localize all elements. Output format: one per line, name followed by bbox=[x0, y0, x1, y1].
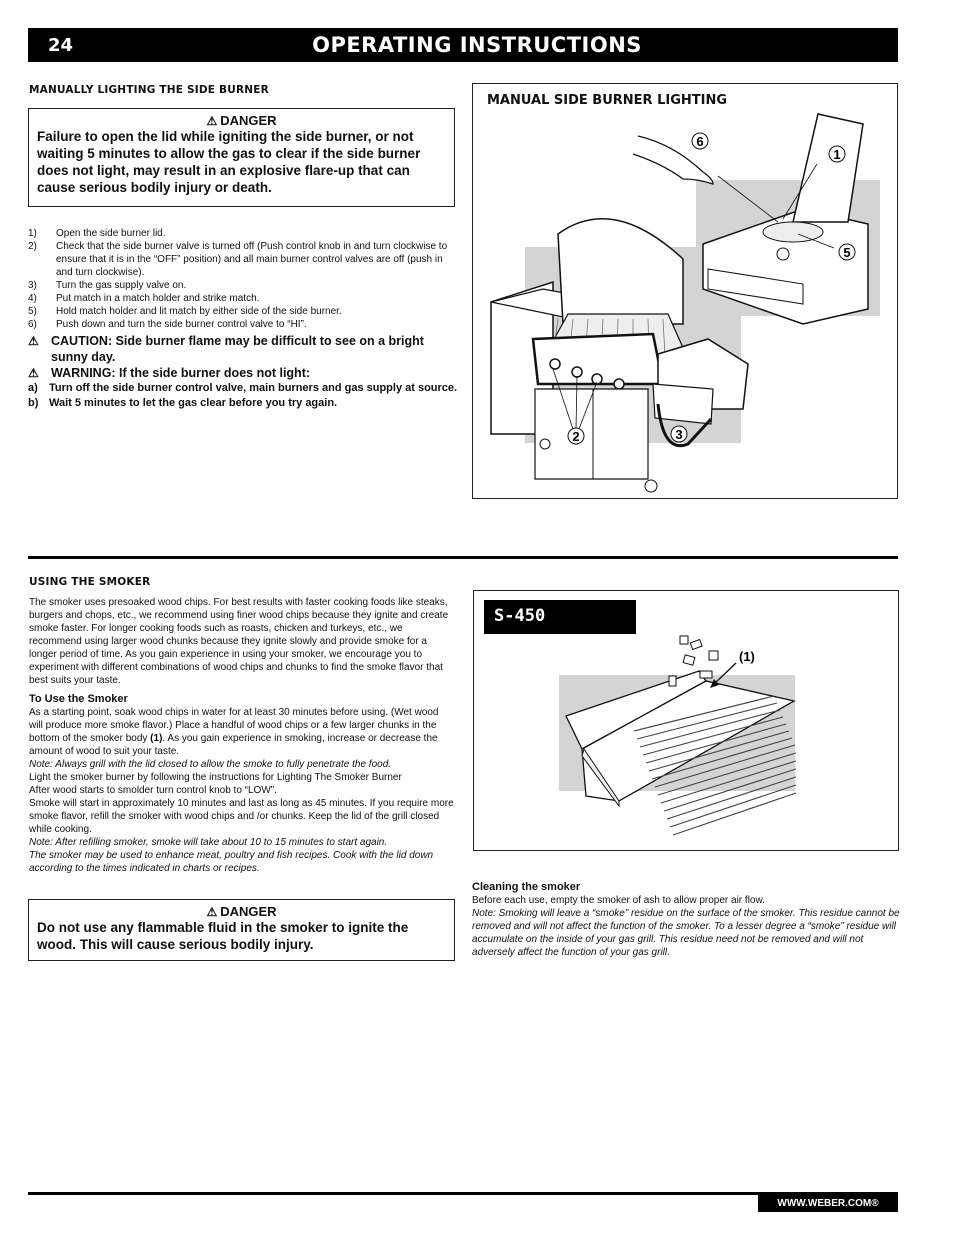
footer-url[interactable]: WWW.WEBER.COM® bbox=[758, 1195, 898, 1212]
step-item bbox=[28, 318, 458, 331]
warning-triangle-icon: ⚠ bbox=[206, 114, 218, 128]
cleaning-heading: Cleaning the smoker bbox=[472, 881, 581, 893]
model-badge: S-450 bbox=[484, 600, 636, 634]
smoker-text bbox=[29, 596, 455, 875]
warning-triangle-icon: ⚠ bbox=[206, 905, 218, 919]
danger-title: ⚠ DANGER bbox=[206, 904, 277, 919]
smoker-figure bbox=[473, 590, 899, 851]
step-text: Put match in a match holder and strike match. bbox=[56, 293, 260, 304]
side-burner-heading: MANUALLY LIGHTING THE SIDE BURNER bbox=[29, 84, 269, 96]
page-title: OPERATING INSTRUCTIONS bbox=[312, 33, 642, 57]
sub-step-item bbox=[28, 381, 458, 396]
section-divider bbox=[28, 556, 898, 559]
page-number: 24 bbox=[48, 35, 74, 56]
side-burner-steps bbox=[28, 227, 458, 411]
step-number: 4) bbox=[28, 293, 37, 304]
side-burner-figure bbox=[472, 83, 898, 499]
step-number: 3) bbox=[28, 280, 37, 291]
step-text: Push down and turn the side burner control valve to “HI”. bbox=[56, 319, 307, 330]
sub-step-text: Turn off the side burner control valve, main burners and gas supply at source. bbox=[49, 382, 458, 394]
smoker-danger-box bbox=[28, 899, 455, 961]
callout-3: 3 bbox=[675, 427, 683, 442]
step-item bbox=[28, 292, 458, 305]
step-item bbox=[28, 240, 458, 279]
warning-triangle-icon: ⚠ bbox=[28, 366, 39, 380]
note-2: Note: After refilling smoker, smoke will take about 10 to 15 minutes to start again. bbox=[29, 837, 388, 848]
side-burner-illustration bbox=[473, 84, 897, 498]
step-number: 6) bbox=[28, 319, 37, 330]
smoker-intro: The smoker uses presoaked wood chips. For best results with faster cooking foods like steaks, burgers and chops, etc., we recommend using finer wood chips because they ignite and create smoke faster. For longer cooking foods such as roasts, chicken and turkeys, etc., we recommend using larger wood chunks because they ignite slowly and provide smoke for a longer period of time. As you gain experience in using your smoker, we encourage you to experiment with different combinations of wood chips and chunks to find the smoke flavor that best suits your taste. bbox=[29, 597, 449, 686]
sub-step-label: a) bbox=[28, 382, 38, 394]
step-text: Hold match holder and lit match by either side of the side burner. bbox=[56, 306, 342, 317]
callout-1: (1) bbox=[739, 649, 755, 664]
step-number: 1) bbox=[28, 228, 37, 239]
step-item bbox=[28, 305, 458, 318]
callout-2: 2 bbox=[572, 429, 580, 444]
cleaning-note: Note: Smoking will leave a “smoke” residue on the surface of the smoker. This residue cannot be removed and will not affect the function of the smoker. To a lesser degree a “smoke” residue will accumulate on the inside of your gas grill. This residue need not be removed and will not adversely affect the function of your gas grill. bbox=[472, 908, 900, 958]
to-use-heading: To Use the Smoker bbox=[29, 693, 128, 705]
sub-step-text: Wait 5 minutes to let the gas clear before you try again. bbox=[49, 397, 338, 409]
callout-1: 1 bbox=[833, 147, 841, 162]
step-number: 5) bbox=[28, 306, 37, 317]
use-paragraph-1: As a starting point, soak wood chips in water for at least 30 minutes before using. (Wet wood will produce more smoke flavor.) Place a handful of wood chips or a few larger chunks in the bottom of the smoker body (1). As you gain experience in smoking, increase or decrease the amount of wood to suit your taste. bbox=[29, 707, 439, 757]
sub-step-item bbox=[28, 396, 458, 411]
note-3: The smoker may be used to enhance meat, poultry and fish recipes. Cook with the lid down according to the times indicated in charts or recipes. bbox=[29, 850, 434, 874]
smoker-illustration bbox=[474, 591, 898, 850]
use-paragraph-4: Smoke will start in approximately 10 minutes and last as long as 45 minutes. If you require more smoke flavor, refill the smoker with wood chips and /or chunks. Keep the lid of the grill closed while cooking. bbox=[29, 798, 454, 835]
warning-line: ⚠ WARNING: If the side burner does not light: bbox=[28, 366, 311, 380]
figure-title: MANUAL SIDE BURNER LIGHTING bbox=[487, 93, 727, 108]
step-text: Turn the gas supply valve on. bbox=[56, 280, 187, 291]
callout-6: 6 bbox=[696, 134, 704, 149]
danger-title: ⚠ DANGER bbox=[206, 113, 277, 128]
callout-5: 5 bbox=[843, 245, 851, 260]
sub-step-label: b) bbox=[28, 397, 39, 409]
smoker-heading: USING THE SMOKER bbox=[29, 576, 151, 588]
danger-text: Failure to open the lid while igniting the side burner, or not waiting 5 minutes to allow the gas to clear if the side burner does not light, may result in an explosive flare-up that can cause serious bodily injury or death. bbox=[37, 129, 421, 195]
note-1: Note: Always grill with the lid closed to allow the smoke to fully penetrate the food. bbox=[29, 759, 392, 770]
step-item bbox=[28, 227, 458, 240]
use-paragraph-3: After wood starts to smolder turn control knob to “LOW”. bbox=[29, 785, 277, 796]
cleaning-text: Before each use, empty the smoker of ash to allow proper air flow. bbox=[472, 895, 765, 906]
danger-text: Do not use any flammable fluid in the smoker to ignite the wood. This will cause serious bodily injury. bbox=[37, 920, 409, 952]
use-paragraph-2: Light the smoker burner by following the instructions for Lighting The Smoker Burner bbox=[29, 772, 402, 783]
warning-triangle-icon: ⚠ bbox=[28, 334, 39, 348]
step-text: Open the side burner lid. bbox=[56, 228, 166, 239]
step-item bbox=[28, 279, 458, 292]
step-text: Check that the side burner valve is turned off (Push control knob in and turn clockwise to ensure that it is in the “OFF” position) and all main burner control valves are off (push in and turn clockwise). bbox=[56, 241, 448, 278]
cleaning-section bbox=[472, 881, 902, 959]
step-number: 2) bbox=[28, 241, 37, 252]
side-burner-danger-box bbox=[28, 108, 455, 207]
caution-line: ⚠ CAUTION: Side burner flame may be difficult to see on a bright sunny day. bbox=[28, 334, 424, 364]
